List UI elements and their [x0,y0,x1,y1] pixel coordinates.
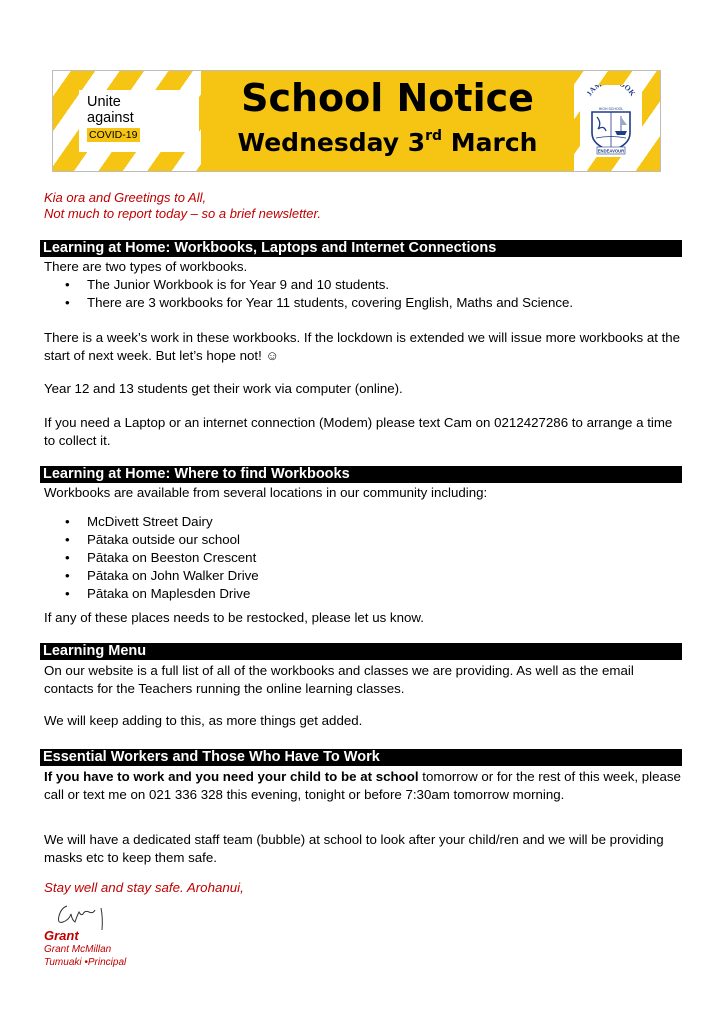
school-name-arc: JAM OK [584,85,638,98]
workbook-locations-list [44,513,684,603]
school-sub-label: HIGH SCHOOL [598,107,624,111]
keep-adding-paragraph: We will keep adding to this, as more things get added. [44,713,363,728]
logo-line-unite: Unite [87,94,121,110]
logo-line-against: against [87,110,134,126]
essential-workers-rest: tomorrow or for the rest of this week, please call or text me on 021 336 328 this evening, tonight or before 7:30am tomorrow morning. [44,769,681,802]
closing-line: Stay well and stay safe. Arohanui, [44,880,244,895]
section-heading-learning-menu: Learning Menu [40,643,682,660]
list-item: • Pātaka outside our school [44,531,684,549]
staff-bubble-paragraph: We will have a dedicated staff team (bubble) at school to look after your child/ren and we will be providing masks etc to keep them safe. [44,832,664,865]
restock-paragraph: If any of these places needs to be restocked, please let us know. [44,610,424,625]
list-item: • Pātaka on Beeston Crescent [44,549,684,567]
section-heading-where-to-find: Learning at Home: Where to find Workbooks [40,466,682,483]
greeting-line-2: Not much to report today – so a brief newsletter. [44,206,321,221]
list-item: • There are 3 workbooks for Year 11 students, covering English, Maths and Science. [44,294,684,312]
svg-text:JAMES COOK [584,85,637,98]
learning-menu-paragraph: On our website is a full list of all of the workbooks and classes we are providing. As well as the email contacts for the Teachers running the online learning classes. [44,663,634,696]
banner [52,70,661,172]
list-item: • The Junior Workbook is for Year 9 and 10 students. [44,276,684,294]
date-ordinal: rd [425,128,443,144]
workbooks-duration-paragraph: There is a week’s work in these workbooks. If the lockdown is extended we will issue more workbooks at the start of next week. But let’s hope not! ☺ [44,330,681,363]
workbook-types-list [44,276,684,312]
section-heading-essential-workers: Essential Workers and Those Who Have To Work [40,749,682,766]
essential-workers-bold-lead: If you have to work and you need your child to be at school [44,769,419,784]
signer-title: Tumuaki •Principal [44,957,127,968]
unite-against-covid-logo [79,90,199,152]
greeting-line-1: Kia ora and Greetings to All, [44,190,207,205]
title-box [201,71,574,171]
logo-line-covid: COVID-19 [87,128,140,142]
list-item: • Pātaka on John Walker Drive [44,567,684,585]
locations-intro: Workbooks are available from several locations in our community including: [44,485,488,500]
laptop-request-paragraph: If you need a Laptop or an internet connection (Modem) please text Cam on 0212427286 to arrange a time to collect it. [44,415,673,448]
essential-workers-paragraph [44,768,684,804]
signer-first-name: Grant [44,928,79,943]
list-item: • McDivett Street Dairy [44,513,684,531]
school-crest-logo [580,85,642,157]
date-weekday: Wednesday 3 [237,128,426,157]
school-crest-icon [580,85,642,157]
page-date [201,127,574,159]
signer-full-name: Grant McMillan [44,944,112,955]
list-item: • Pātaka on Maplesden Drive [44,585,684,603]
senior-students-paragraph: Year 12 and 13 students get their work via computer (online). [44,381,403,396]
signature-icon [55,898,109,932]
school-motto: ENDEAVOUR [597,148,625,154]
date-month: March [442,128,538,157]
section-heading-workbooks-laptops: Learning at Home: Workbooks, Laptops and Internet Connections [40,240,682,257]
workbooks-intro: There are two types of workbooks. [44,259,248,274]
page-title: School Notice [241,76,534,120]
